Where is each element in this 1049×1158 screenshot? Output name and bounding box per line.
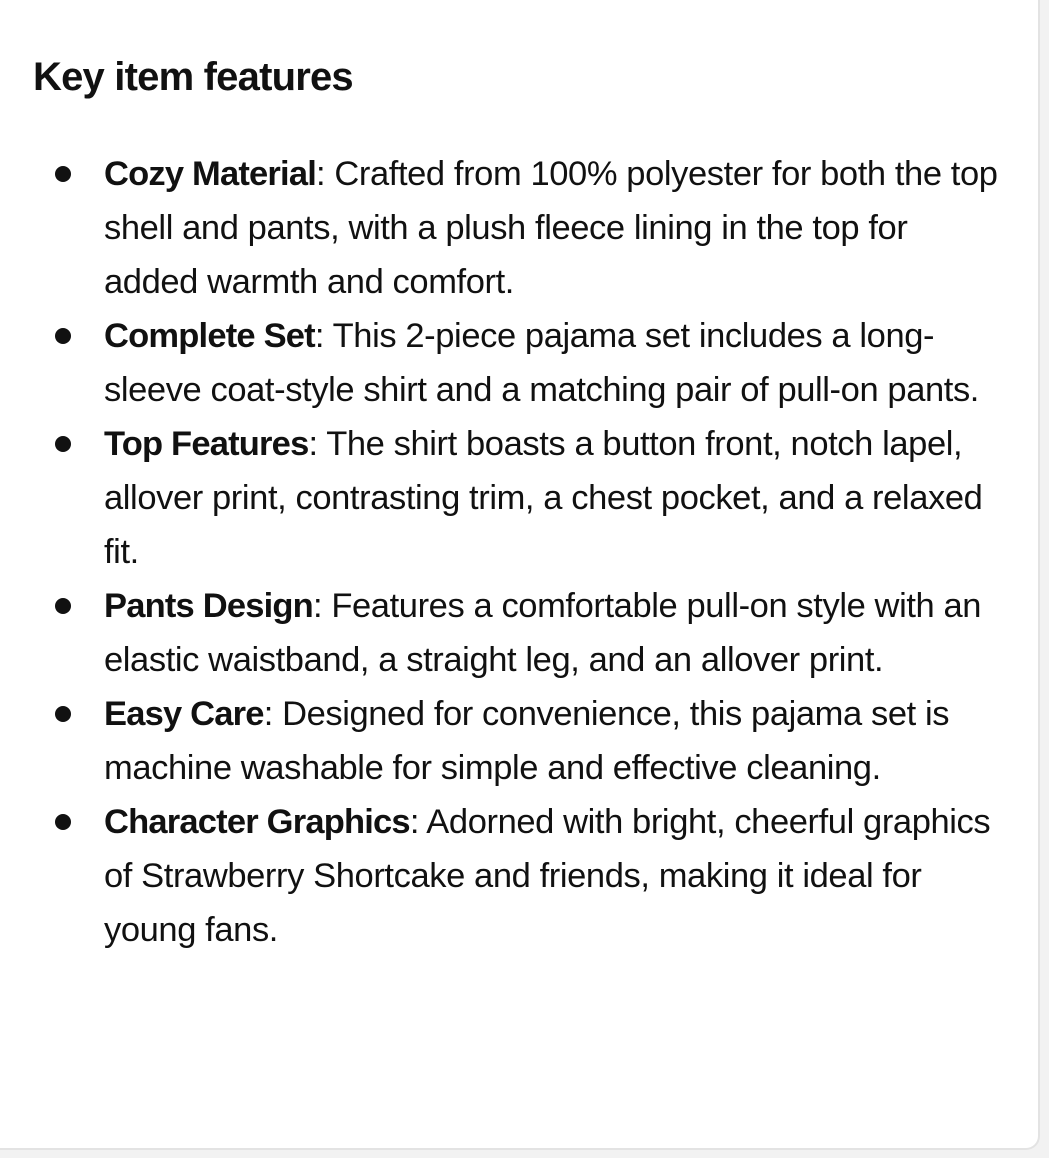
feature-item-pants-design	[104, 579, 1004, 687]
feature-item-easy-care	[104, 687, 1004, 795]
bullet-icon	[55, 166, 71, 182]
bullet-icon	[55, 598, 71, 614]
feature-name: Easy Care	[104, 695, 264, 733]
feature-name: Cozy Material	[104, 155, 316, 193]
feature-separator: :	[409, 803, 427, 841]
bullet-icon	[55, 706, 71, 722]
feature-separator: :	[314, 317, 333, 355]
feature-name: Pants Design	[104, 587, 313, 625]
feature-description: Adorned with bright, cheerful graphics of Strawberry Shortcake and friends, making it ideal for young fans.	[104, 803, 991, 949]
feature-separator: :	[316, 155, 335, 193]
feature-description: This 2-piece pajama set includes a long-sleeve coat-style shirt and a matching pair of pull-on pants.	[104, 317, 979, 409]
bullet-icon	[55, 814, 71, 830]
feature-separator: :	[312, 587, 332, 625]
feature-item-top-features	[104, 417, 1004, 579]
feature-name: Character Graphics	[104, 803, 410, 841]
feature-separator: :	[263, 695, 283, 733]
feature-description: Features a comfortable pull-on style with an elastic waistband, a straight leg, and an allover print.	[104, 587, 982, 679]
feature-description: The shirt boasts a button front, notch lapel, allover print, contrasting trim, a chest pocket, and a relaxed fit.	[104, 425, 983, 571]
bullet-icon	[55, 436, 71, 452]
feature-item-character-graphics	[104, 795, 1004, 957]
feature-item-complete-set	[104, 309, 1004, 417]
feature-separator: :	[308, 425, 327, 463]
feature-description: Designed for convenience, this pajama set is machine washable for simple and effective cleaning.	[104, 695, 950, 787]
feature-description: Crafted from 100% polyester for both the top shell and pants, with a plush fleece lining in the top for added warmth and comfort.	[104, 155, 998, 301]
bullet-icon	[55, 328, 71, 344]
features-list	[104, 147, 1004, 957]
feature-name: Top Features	[104, 425, 309, 463]
feature-name: Complete Set	[104, 317, 315, 355]
feature-item-cozy-material	[104, 147, 1004, 309]
section-title: Key item features	[33, 55, 353, 99]
